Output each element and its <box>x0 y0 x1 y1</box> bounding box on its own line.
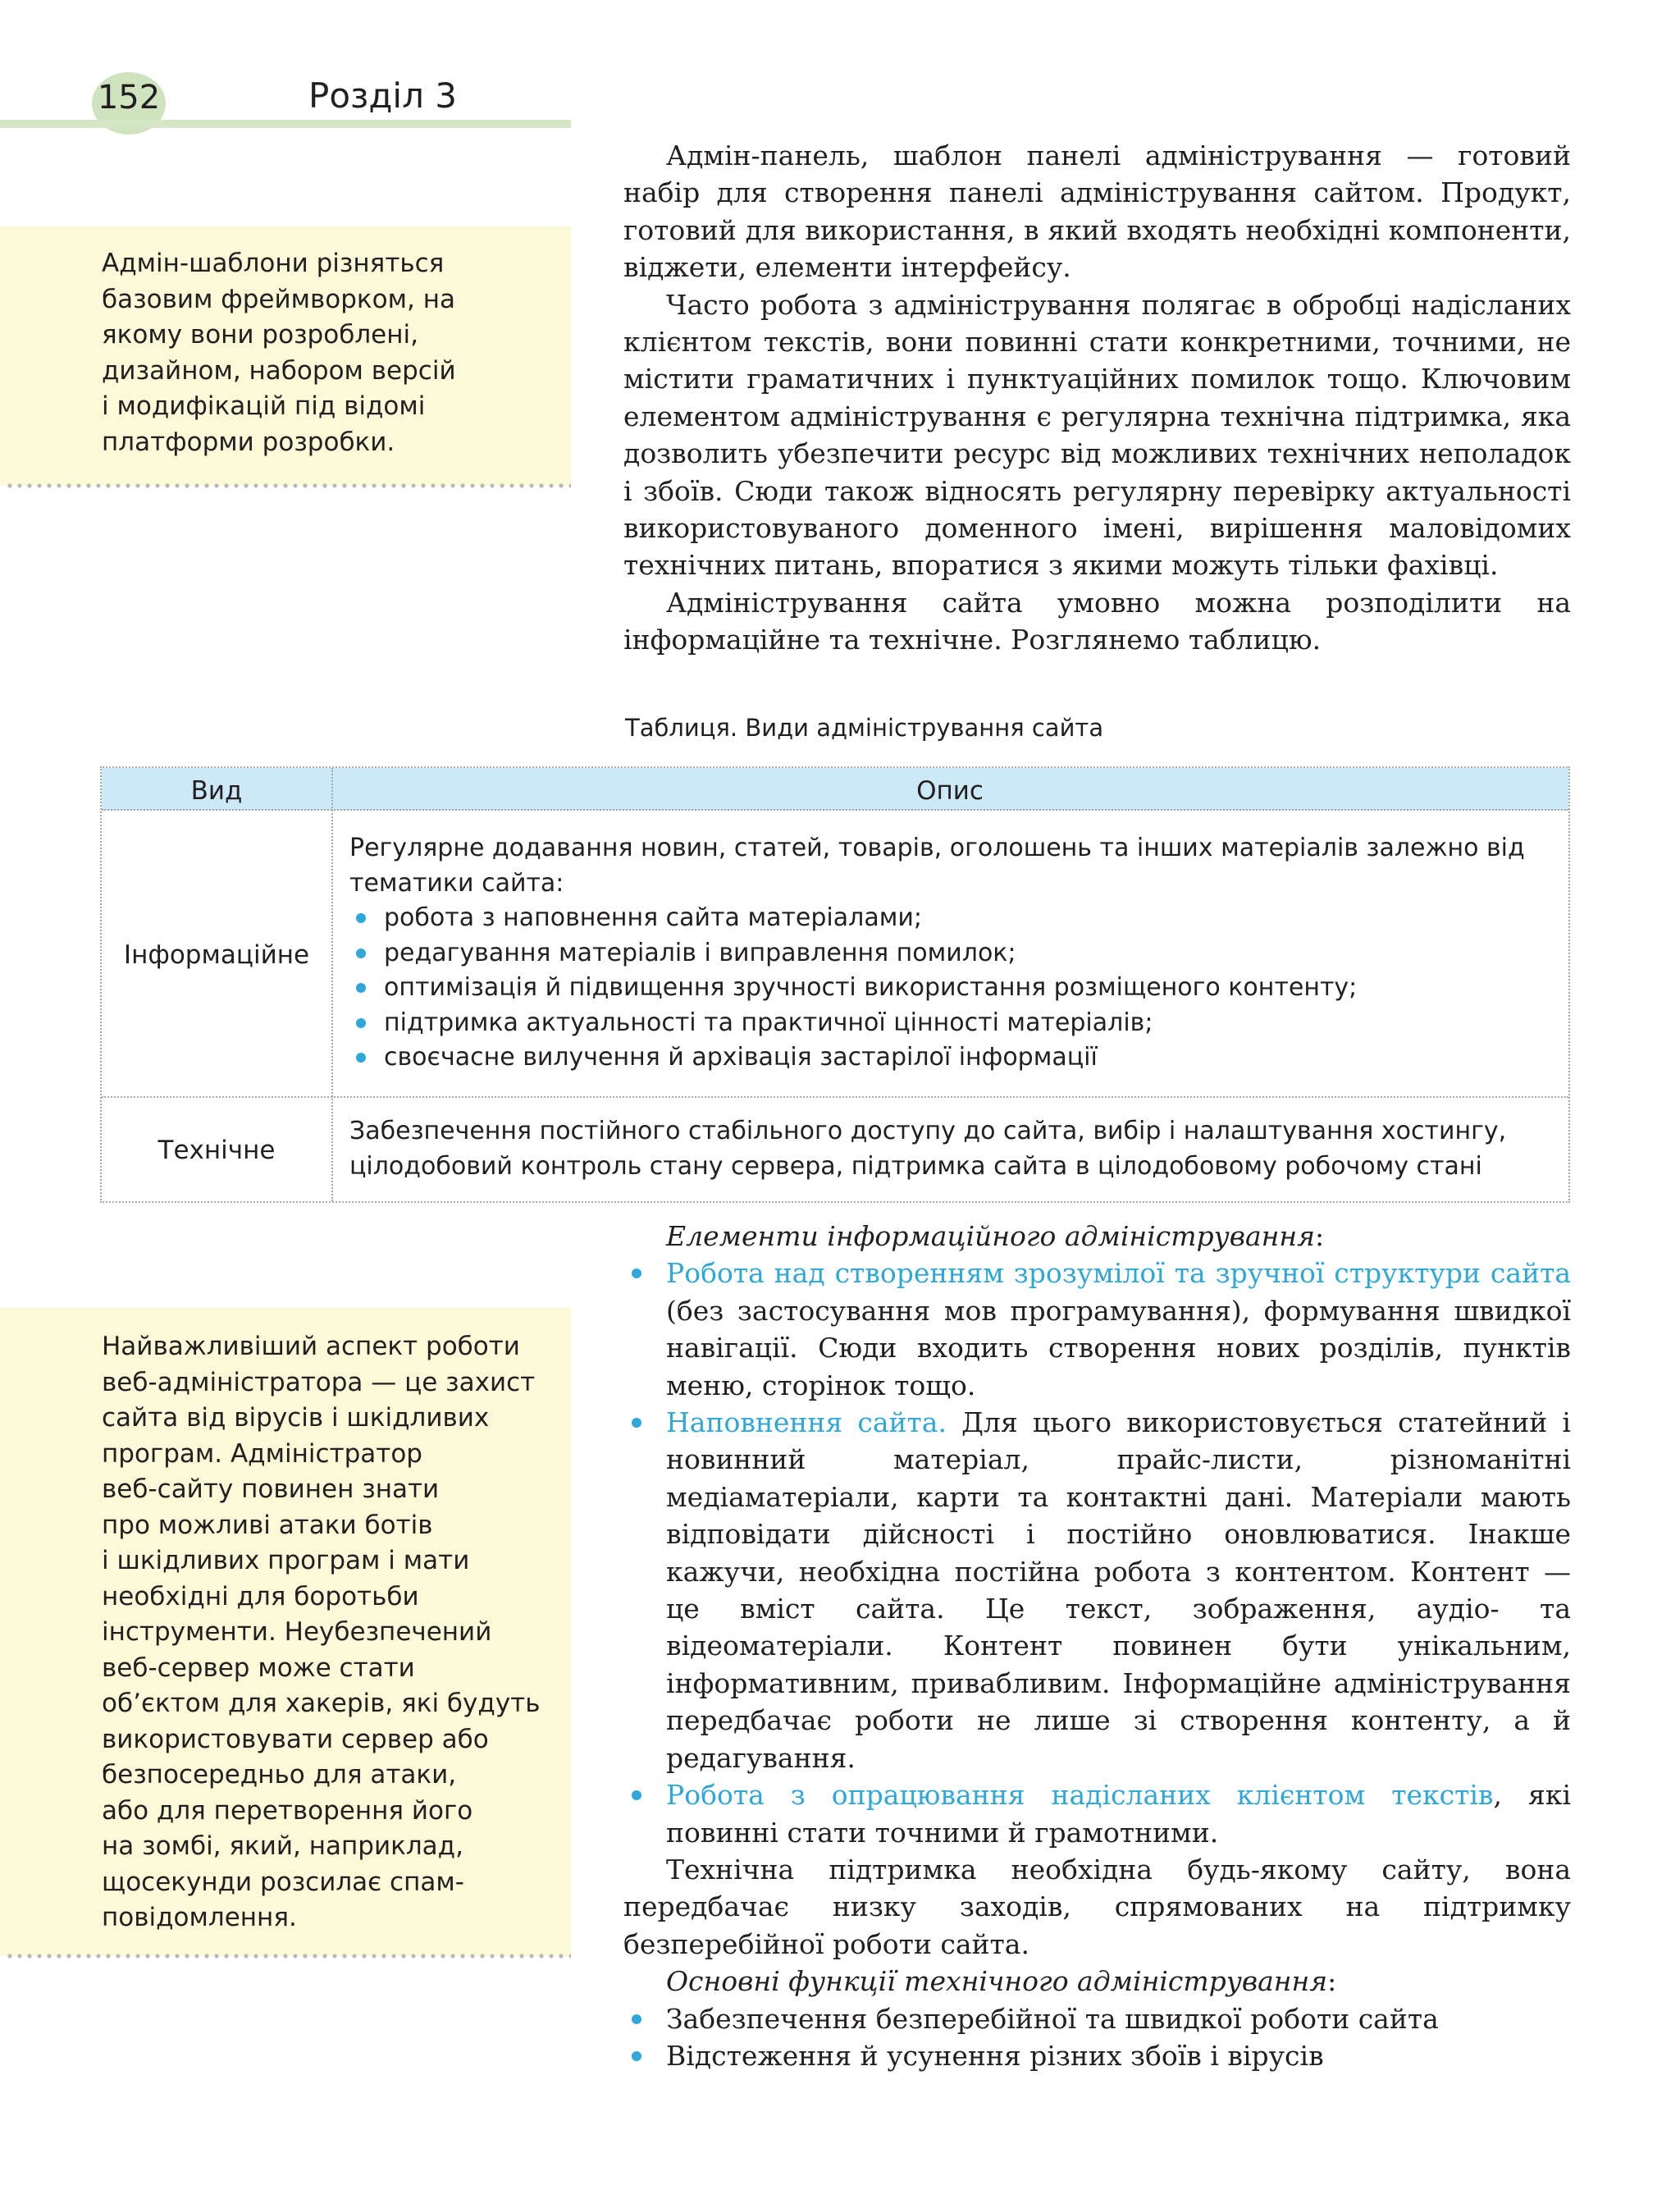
note-line: Адмін-шаблони різняться <box>102 249 445 278</box>
note-line: про можливі атаки ботів <box>102 1510 433 1540</box>
description-line: Регулярне додавання новин, статей, товарів, оголошень та інших матеріалів залежно від <box>349 834 1525 862</box>
note-line: або для перетворення його <box>102 1795 473 1826</box>
note-line: веб-адміністратора — це захист <box>102 1367 536 1397</box>
bullet-icon <box>356 983 366 993</box>
note-line: використовувати сервер або <box>102 1724 489 1754</box>
table-header-row <box>102 768 1568 811</box>
list-item: своєчасне вилучення й архівація застарілої інформації <box>349 1040 1555 1076</box>
bullet-icon <box>356 1053 366 1063</box>
note-line: і модифікацій під відомі <box>102 391 426 421</box>
table-header-description: Опис <box>916 776 984 806</box>
note-line: необхідні для боротьби <box>102 1581 419 1611</box>
note-line: платформи розробки. <box>102 427 395 457</box>
table-header-type: Вид <box>190 776 243 806</box>
list-item: Робота з опрацювання надісланих клієнтом текстів, які повинні стати точними й грамотними. <box>623 1776 1571 1851</box>
table-caption: Таблиця. Види адміністрування сайта <box>625 714 1104 742</box>
table-cell-description <box>349 1114 1555 1184</box>
sidebar-note-1-text <box>102 246 561 460</box>
note-line: дизайном, набором версій <box>102 355 456 386</box>
note-line: якому вони розроблені, <box>102 320 418 350</box>
header-rule <box>0 120 571 128</box>
note-line: і шкідливих програм і мати <box>102 1546 470 1575</box>
info-admin-list <box>623 1255 1571 1851</box>
info-admin-heading: Елементи інформаційного адміністрування: <box>666 1220 1325 1252</box>
list-item: редагування матеріалів і виправлення помилок; <box>349 936 1555 971</box>
dotted-divider <box>5 1954 571 1959</box>
list-item: підтримка актуальності та практичної цінності матеріалів; <box>349 1006 1555 1041</box>
bullet-icon <box>632 2014 641 2024</box>
note-line: об’єктом для хакерів, які будуть <box>102 1689 541 1718</box>
intro-paragraph: Адмін-панель, шаблон панелі адміністрування — готовий набір для створення панелі адміністрування сайтом. Продукт, готовий для використання, в який входять необхідні компоненти, віджети, елементи інтерфейсу. <box>623 139 1571 284</box>
dotted-divider <box>5 483 571 488</box>
list-item: Робота над створенням зрозумілої та зручної структури сайта (без застосування мов програмування), формування швидкої навігації. Сюди входить створення нових розділів, пунктів меню, сторінок тощо. <box>623 1255 1571 1404</box>
sidebar-note-2-text <box>102 1329 561 1936</box>
intro-paragraph: Адміністрування сайта умовно можна розподілити на інформаційне та технічне. Розглянемо таблицю. <box>623 586 1571 656</box>
list-item: робота з наповнення сайта матеріалами; <box>349 901 1555 936</box>
bullet-icon <box>632 2051 641 2061</box>
list-item: Забезпечення безперебійної та швидкої роботи сайта <box>623 2000 1571 2037</box>
note-line: на зомбі, який, наприклад, <box>102 1831 463 1861</box>
description-line: тематики сайта: <box>349 868 564 898</box>
note-line: базовим фреймворком, на <box>102 284 455 314</box>
column-divider <box>331 768 333 1201</box>
note-line: програм. Адміністратор <box>102 1438 422 1469</box>
tech-paragraph: Технічна підтримка необхідна будь-якому сайту, вона передбачає низку заходів, спрямованих на підтримку безперебійної роботи сайта. <box>623 1853 1571 1960</box>
bullet-icon <box>356 1018 366 1028</box>
description-line: цілодобовий контроль стану сервера, підтримка сайта в цілодобовому робочому стані <box>349 1151 1482 1181</box>
bullet-icon <box>632 1418 641 1428</box>
table-cell-description <box>349 831 1555 1076</box>
row-divider <box>102 1096 1568 1098</box>
bullet-icon <box>632 1268 641 1278</box>
note-line: безпосередньо для атаки, <box>102 1760 457 1790</box>
lower-text <box>623 1218 1571 2074</box>
description-line: Забезпечення постійного стабільного доступу до сайта, вибір і налаштування хостингу, <box>349 1117 1507 1145</box>
bullet-icon <box>356 949 366 958</box>
note-line: Найважливіший аспект роботи <box>102 1332 520 1361</box>
tech-admin-heading: Основні функції технічного адміністрування: <box>666 1965 1337 1998</box>
list-item: оптимізація й підвищення зручності використання розміщеного контенту; <box>349 971 1555 1006</box>
table-cell-type: Інформаційне <box>123 940 310 970</box>
note-line: веб-сайту повинен знати <box>102 1474 440 1504</box>
note-line: сайта від вірусів і шкідливих <box>102 1403 490 1433</box>
intro-text <box>623 137 1571 659</box>
list-item: Відстеження й усунення різних збоїв і вірусів <box>623 2037 1571 2074</box>
admin-types-table <box>100 766 1570 1203</box>
intro-paragraph: Часто робота з адміністрування полягає в обробці надісланих клієнтом текстів, вони повинні стати конкретними, точними, не містити граматичних і пунктуаційних помилок тощо. Ключовим елементом адміністрування є регулярна технічна підтримка, яка дозволить убезпечити ресурс від можливих технічних неполадок і збоїв. Сюди також відносять регулярну перевірку актуальності використовуваного доменного імені, вирішення маловідомих технічних питань, впоратися з якими можуть тільки фахівці. <box>623 288 1571 582</box>
page-number: 152 <box>97 79 161 117</box>
note-line: повідомлення. <box>102 1903 297 1932</box>
table-cell-type: Технічне <box>158 1136 276 1165</box>
tech-admin-list <box>623 2000 1571 2075</box>
bullet-icon <box>632 1790 641 1800</box>
chapter-title: Розділ 3 <box>308 75 457 116</box>
note-line: веб-сервер може стати <box>102 1652 415 1683</box>
list-item: Наповнення сайта. Для цього використовується статейний і новинний матеріал, прайс-листи, різноманітні медіаматеріали, карти та контактні дані. Матеріали мають відповідати дійсності і постійно оновлюватися. Інакше кажучи, необхідна постійна робота з контентом. Контент — це вміст сайта. Це текст, зображення, аудіо- та відеоматеріали. Контент повинен бути унікальним, інформативним, привабливим. Інформаційне адміністрування передбачає роботи не лише зі створення контенту, а й редагування. <box>623 1404 1571 1776</box>
note-line: інструменти. Неубезпечений <box>102 1617 492 1647</box>
note-line: щосекунди розсилає спам- <box>102 1867 464 1897</box>
bullet-icon <box>356 913 366 923</box>
